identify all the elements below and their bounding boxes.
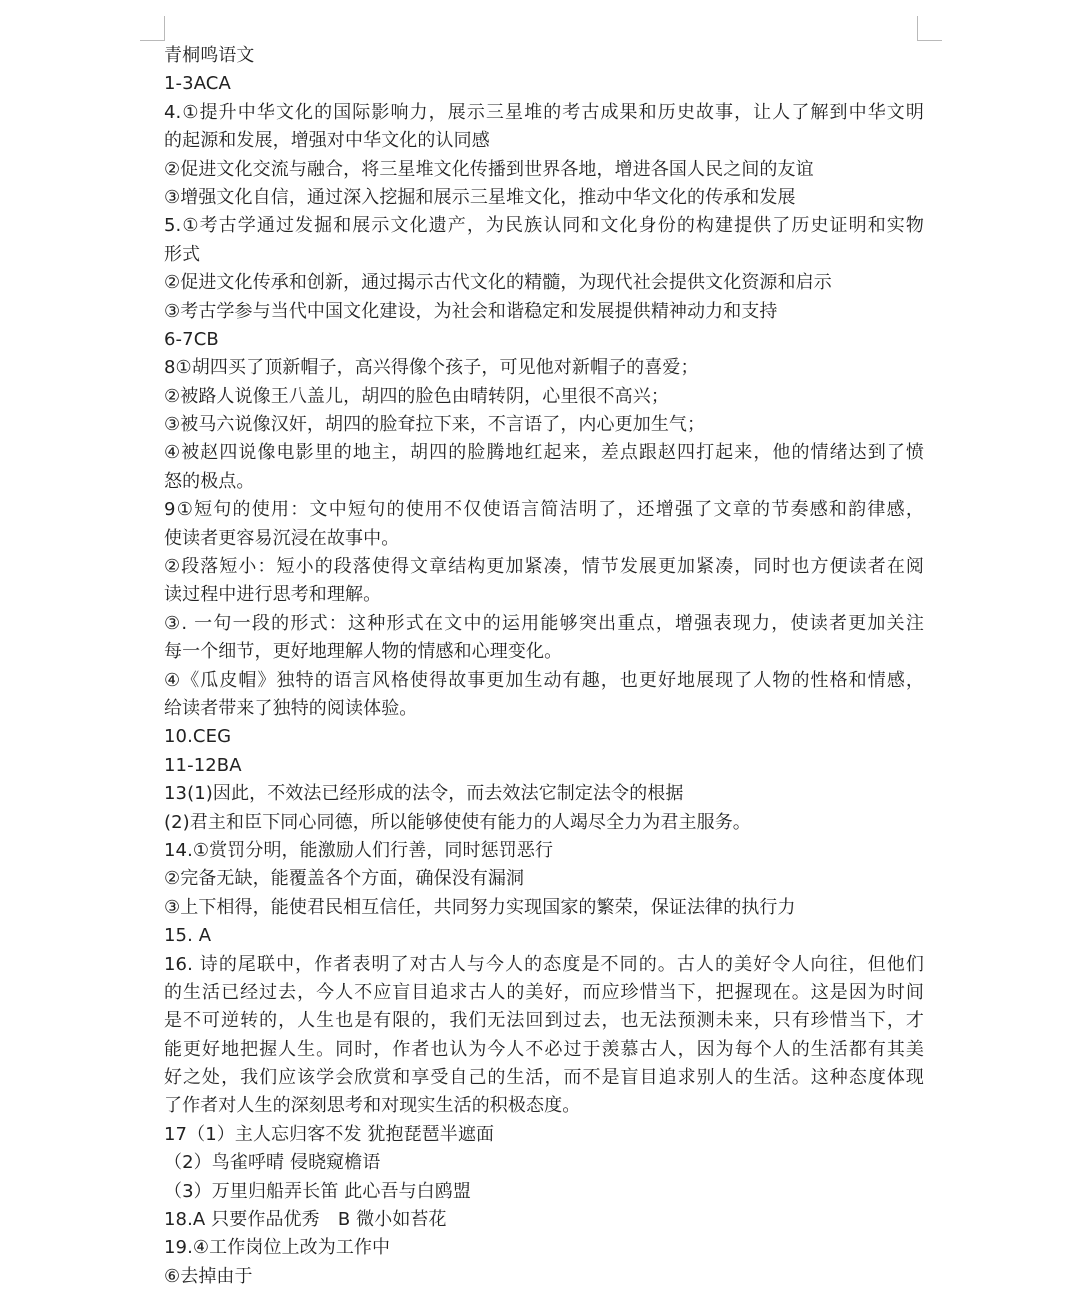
text-line: 17（1）主人忘归客不发 犹抱琵琶半遮面 [164,1123,495,1145]
margin-corner-top-left [140,16,165,41]
text-line: ④被赵四说像电影里的地主，胡四的脸腾地红起来，差点跟赵四打起来，他的情绪达到了愤 [164,442,924,464]
text-line: ②完备无缺，能覆盖各个方面，确保没有漏洞 [164,868,525,890]
text-line: ②被路人说像王八盖儿，胡四的脸色由晴转阴，心里很不高兴； [164,385,669,407]
text-line: ④《瓜皮帽》独特的语言风格使得故事更加生动有趣，也更好地展现了人物的性格和情感， [164,669,924,691]
margin-corner-top-right [917,16,942,41]
text-line: 好之处，我们应该学会欣赏和享受自己的生活，而不是盲目追求别人的生活。这种态度体现 [164,1067,924,1089]
text-line: ③考古学参与当代中国文化建设，为社会和谐稳定和发展提供精神动力和支持 [164,300,778,322]
text-line: ③增强文化自信，通过深入挖掘和展示三星堆文化，推动中华文化的传承和发展 [164,186,796,208]
text-line: 使读者更容易沉浸在故事中。 [164,527,400,549]
text-line: 15. A [164,925,212,947]
text-line: 的起源和发展，增强对中华文化的认同感 [164,130,490,152]
text-line: 1-3ACA [164,73,231,95]
text-line: (2)君主和臣下同心同德，所以能够使使有能力的人竭尽全力为君主服务。 [164,811,751,833]
text-line: 读过程中进行思考和理解。 [164,584,382,606]
text-line: 是不可逆转的，人生也是有限的，我们无法回到过去，也无法预测未来，只有珍惜当下，才 [164,1010,924,1032]
text-line: 6-7CB [164,328,219,350]
text-line: ②段落短小：短小的段落使得文章结构更加紧凑，情节发展更加紧凑，同时也方便读者在阅 [164,556,924,578]
text-line: ②促进文化交流与融合，将三星堆文化传播到世界各地，增进各国人民之间的友谊 [164,158,814,180]
text-line: 10.CEG [164,726,232,748]
text-line: ③上下相得，能使君民相互信任，共同努力实现国家的繁荣，保证法律的执行力 [164,896,796,918]
text-line: （3）万里归船弄长笛 此心吾与白鸥盟 [164,1180,471,1202]
document-title: 青桐鸣语文 [164,45,255,66]
text-line: 16. 诗的尾联中，作者表明了对古人与今人的态度是不同的。古人的美好令人向往，但他们 [164,953,924,975]
text-line: 怒的极点。 [164,470,255,492]
text-line: 每一个细节，更好地理解人物的情感和心理变化。 [164,641,563,663]
text-line: ⑥去掉由于 [164,1265,253,1287]
text-line: 的生活已经过去，今人不应盲目追求古人的美好，而应珍惜当下，把握现在。这是因为时间 [164,981,924,1003]
text-line: 19.④工作岗位上改为工作中 [164,1237,391,1259]
text-line: ③. 一句一段的形式：这种形式在文中的运用能够突出重点，增强表现力，使读者更加关注 [164,612,924,634]
text-line: 5.①考古学通过发掘和展示文化遗产，为民族认同和文化身份的构建提供了历史证明和实物 [164,215,924,237]
text-line: 给读者带来了独特的阅读体验。 [164,697,418,719]
text-line: 9①短句的使用：文中短句的使用不仅使语言简洁明了，还增强了文章的节奏感和韵律感， [164,499,924,521]
text-line: 能更好地把握人生。同时，作者也认为今人不必过于羡慕古人，因为每个人的生活都有其美 [164,1038,924,1060]
text-line: 形式 [164,243,201,265]
text-line: 13(1)因此，不效法已经形成的法令，而去效法它制定法令的根据 [164,783,684,805]
text-line: （2）鸟雀呼晴 侵晓窥檐语 [164,1152,381,1174]
text-line: 8①胡四买了顶新帽子，高兴得像个孩子，可见他对新帽子的喜爱； [164,357,699,379]
text-line: 了作者对人生的深刻思考和对现实生活的积极态度。 [164,1095,581,1117]
text-line: 11-12BA [164,754,242,776]
text-line: 4.①提升中华文化的国际影响力，展示三星堆的考古成果和历史故事，让人了解到中华文明 [164,101,924,123]
text-line: ②促进文化传承和创新，通过揭示古代文化的精髓，为现代社会提供文化资源和启示 [164,272,832,294]
document-body [164,42,924,1291]
text-line: 18.A 只要作品优秀 B 微小如苔花 [164,1209,447,1231]
text-line: 14.①赏罚分明，能激励人们行善，同时惩罚恶行 [164,839,554,861]
text-line: ③被马六说像汉奸，胡四的脸耷拉下来，不言语了，内心更加生气； [164,414,706,436]
